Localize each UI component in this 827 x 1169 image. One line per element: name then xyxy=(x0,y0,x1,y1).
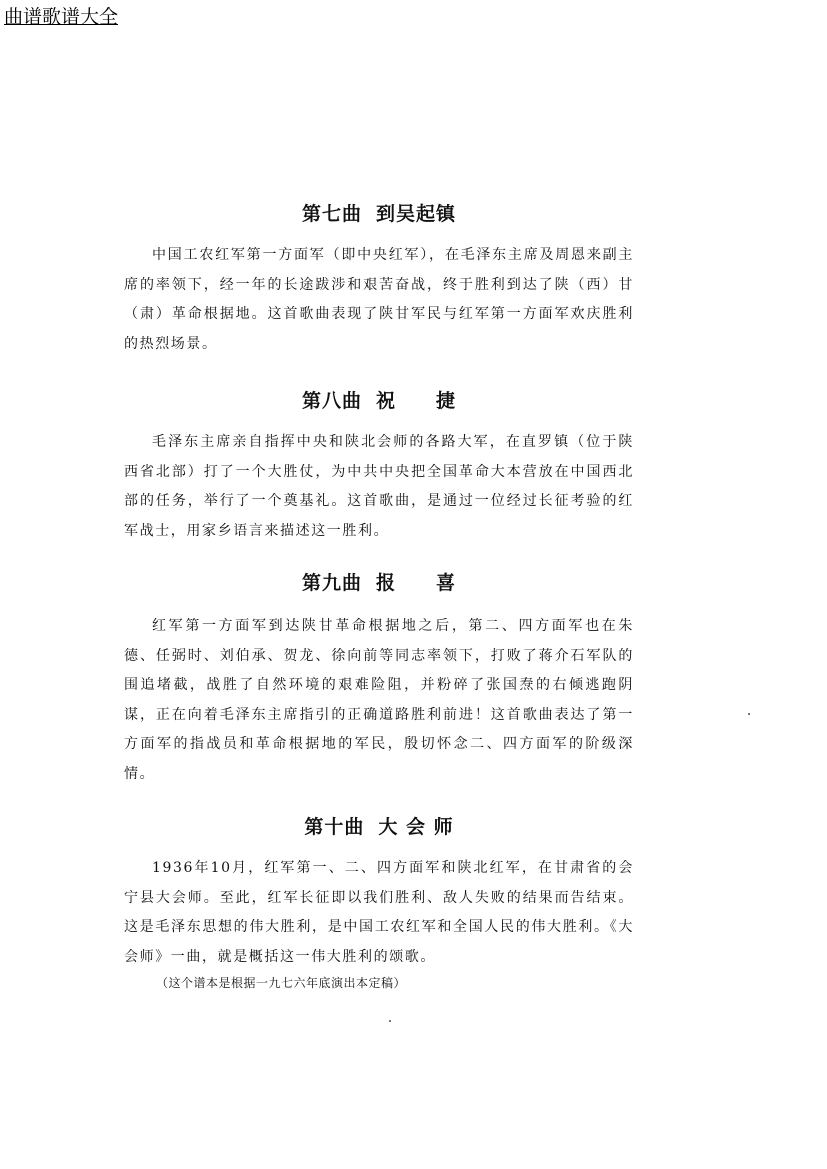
section-name: 到吴起镇 xyxy=(376,203,457,225)
footnote: （这个谱本是根据一九七六年底演出本定稿） xyxy=(156,976,407,990)
section-name: 祝 捷 xyxy=(376,390,457,412)
section-number: 第九曲 xyxy=(301,572,362,594)
scan-speck xyxy=(389,1020,391,1022)
site-link[interactable]: 曲谱歌谱大全 xyxy=(4,6,119,28)
section-7 xyxy=(124,199,634,359)
section-title xyxy=(124,199,634,229)
section-body: 1936年10月，红军第一、二、四方面军和陕北红军，在甘肃省的会宁县大会师。至此，红军长征即以我们胜利、敌人失败的结果而告结束。这是毛泽东思想的伟大胜利，是中国工农红军和全国人民的伟大胜利。《大会师》一曲，就是概括这一伟大胜利的颂歌。 xyxy=(124,860,634,965)
section-title xyxy=(124,568,634,598)
scan-speck xyxy=(748,713,750,715)
section-body: 毛泽东主席亲自指挥中央和陕北会师的各路大军，在直罗镇（位于陕西省北部）打了一个大胜仗，为中共中央把全国革命大本营放在中国西北部的任务，举行了一个奠基礼。这首歌曲，是通过一位经过长征考验的红军战士，用家乡语言来描述这一胜利。 xyxy=(124,434,634,539)
section-number: 第十曲 xyxy=(304,816,365,838)
section-title xyxy=(124,812,634,842)
section-9 xyxy=(124,568,634,789)
section-number: 第七曲 xyxy=(301,203,362,225)
section-name: 报 喜 xyxy=(376,572,457,594)
section-body: 中国工农红军第一方面军（即中央红军），在毛泽东主席及周恩来副主席的率领下，经一年的长途跋涉和艰苦奋战，终于胜利到达了陕（西）甘（肃）革命根据地。这首歌曲表现了陕甘军民与红军第一方面军欢庆胜利的热烈场景。 xyxy=(124,247,634,352)
section-number: 第八曲 xyxy=(301,390,362,412)
section-8 xyxy=(124,386,634,546)
section-name: 大 会 师 xyxy=(378,816,454,838)
section-body: 红军第一方面军到达陕甘革命根据地之后，第二、四方面军也在朱德、任弼时、刘伯承、贺龙、徐向前等同志率领下，打败了蒋介石军队的围追堵截，战胜了自然环境的艰难险阻，并粉碎了张国焘的右倾逃跑阴谋，正在向着毛泽东主席指引的正确道路胜利前进！这首歌曲表达了第一方面军的指战员和革命根据地的军民，殷切怀念二、四方面军的阶级深情。 xyxy=(124,618,634,782)
section-title xyxy=(124,386,634,416)
section-10 xyxy=(124,812,634,972)
